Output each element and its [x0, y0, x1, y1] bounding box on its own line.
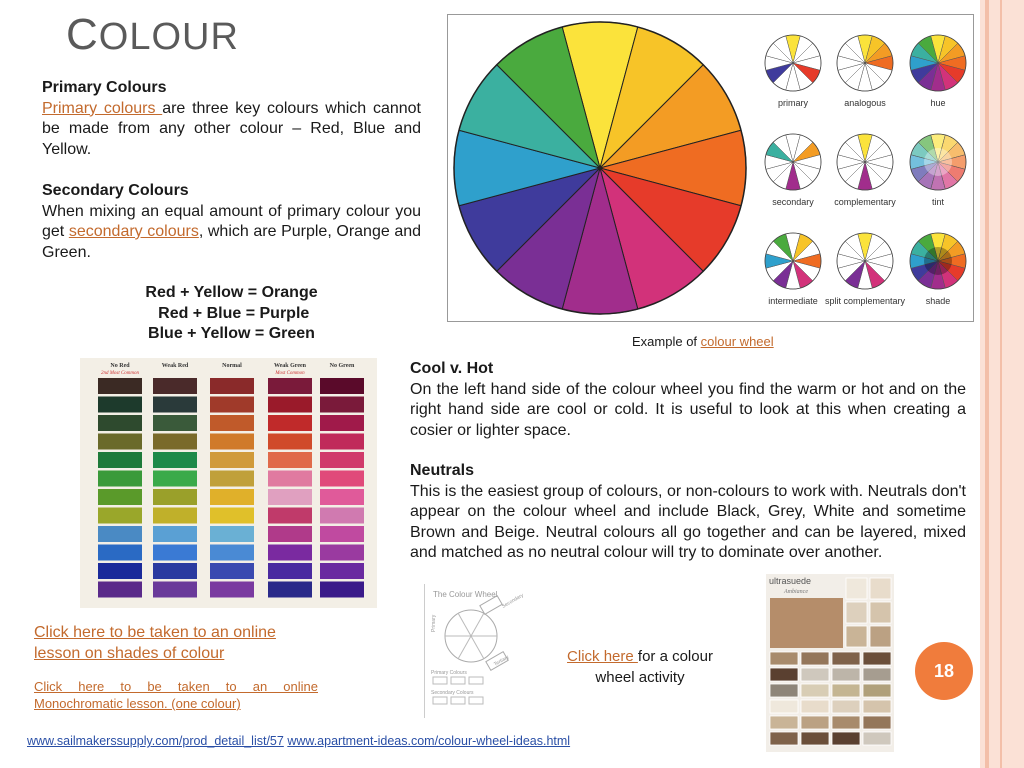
- fabric-swatch: [832, 732, 860, 745]
- pencil-swatch: [320, 434, 364, 450]
- pencil-swatch: [98, 508, 142, 524]
- pencil-swatch: [153, 489, 197, 505]
- fabric-swatch: [863, 732, 891, 745]
- pencil-swatch: [210, 563, 254, 579]
- pencil-swatch: [153, 508, 197, 524]
- pencil-swatch: [98, 563, 142, 579]
- scheme-wheels: [765, 35, 966, 306]
- pencil-swatch: [268, 452, 312, 468]
- pencil-swatch: [210, 508, 254, 524]
- pencil-swatch: [153, 434, 197, 450]
- worksheet-label-primary-colours: Primary Colours: [431, 670, 467, 676]
- pencil-swatch: [98, 582, 142, 598]
- pencil-swatch: [98, 397, 142, 413]
- scheme-label-secondary: secondary: [772, 197, 814, 207]
- pencil-swatch: [320, 397, 364, 413]
- worksheet-label-secondary: Secondary: [501, 592, 525, 610]
- fabric-swatch: [863, 716, 891, 729]
- pencil-swatch: [210, 397, 254, 413]
- pencil-swatch: [268, 434, 312, 450]
- fabric-swatch-svg: [766, 574, 894, 752]
- colour-wheel-svg: [448, 15, 973, 321]
- swatch-chart-svg: [80, 358, 377, 608]
- fabric-swatch: [801, 700, 829, 713]
- pencil-swatch: [268, 489, 312, 505]
- primary-section: [42, 78, 421, 160]
- shades-lesson-link-wrap: [34, 622, 324, 664]
- pencil-swatch: [320, 452, 364, 468]
- secondary-heading: Secondary Colours: [42, 182, 189, 199]
- worksheet-label-primary: Primary: [431, 614, 437, 632]
- pencil-swatch: [153, 563, 197, 579]
- pencil-swatch: [98, 378, 142, 394]
- pencil-swatch: [98, 434, 142, 450]
- scheme-label-tint: tint: [931, 197, 945, 207]
- source-link-b[interactable]: www.apartment-ideas.com/colour-wheel-ideas.html: [287, 734, 571, 748]
- fabric-swatch: [770, 684, 798, 697]
- mono-lesson-link[interactable]: Click here to be taken to an online Monochromatic lesson. (one colour): [34, 679, 318, 711]
- fabric-swatch: [846, 578, 867, 599]
- fabric-swatch: [801, 716, 829, 729]
- pencil-swatch: [153, 545, 197, 561]
- fabric-swatch: [863, 684, 891, 697]
- pencil-swatch: [268, 397, 312, 413]
- pencil-swatch: [98, 452, 142, 468]
- fabric-swatch: [870, 578, 891, 599]
- pencil-swatch: [210, 526, 254, 542]
- pencil-swatch: [210, 545, 254, 561]
- fabric-swatch-card: [766, 574, 894, 752]
- mixing-equations: [100, 283, 363, 345]
- fabric-swatch: [801, 732, 829, 745]
- fabric-swatch: [770, 716, 798, 729]
- fabric-swatch: [863, 700, 891, 713]
- pencil-swatch: [320, 582, 364, 598]
- pencil-swatch: [210, 489, 254, 505]
- pencil-swatch: [98, 415, 142, 431]
- scheme-label-complementary: complementary: [834, 197, 896, 207]
- fabric-swatch: [832, 652, 860, 665]
- worksheet-svg: [425, 584, 525, 718]
- neutrals-heading: Neutrals: [410, 462, 475, 479]
- colour-wheel-worksheet: [424, 584, 525, 718]
- page-number-badge: 18: [915, 642, 973, 700]
- fabric-swatch: [832, 716, 860, 729]
- fabric-sub: Ambiance: [784, 589, 808, 595]
- pencil-swatch: [268, 526, 312, 542]
- page-title-rest: OLOUR: [98, 16, 239, 58]
- colour-wheel-link[interactable]: colour wheel: [700, 334, 774, 349]
- pencil-swatch: [153, 452, 197, 468]
- secondary-text-a: When mixing an equal amount of primary colour you get: [42, 202, 421, 240]
- pencil-swatch: [98, 526, 142, 542]
- equation-orange: Red + Yellow = Orange: [145, 284, 318, 301]
- fabric-swatch: [863, 668, 891, 681]
- pencil-swatch: [210, 378, 254, 394]
- scheme-label-intermediate: intermediate: [768, 296, 818, 306]
- secondary-text-b: , which are Purple, Orange and Green.: [42, 223, 422, 261]
- pencil-swatch: [320, 563, 364, 579]
- worksheet-title: The Colour Wheel: [433, 590, 498, 599]
- cool-hot-text: On the left hand side of the colour wheel you find the warm or hot and on the right hand side are cool or cold. It is useful to look at this when creating a cosier or lighter space.: [410, 380, 966, 439]
- pencil-swatch: [210, 471, 254, 487]
- fabric-swatch: [870, 602, 891, 623]
- fabric-swatch: [846, 602, 867, 623]
- pencil-swatch: [98, 471, 142, 487]
- pencil-swatch: [320, 415, 364, 431]
- pencil-swatch: [153, 582, 197, 598]
- fabric-swatch: [801, 668, 829, 681]
- neutrals-text: This is the easiest group of colours, or non-colours to work with. Neutrals don't appear on the colour wheel and include Black, Grey, White and sometime Brown and Beige. Neutral colours all go together and can be layered, mixed and matched as no neutral colour will try to dominate over another.: [410, 482, 966, 561]
- activity-text: for a colour wheel activity: [595, 648, 713, 686]
- pencil-swatch: [268, 378, 312, 394]
- mono-lesson-link-wrap: [34, 678, 318, 712]
- pencil-swatch: [320, 545, 364, 561]
- swatch-column-header: Weak Red: [161, 363, 189, 369]
- fabric-brand: ultrasuede: [769, 576, 812, 586]
- fabric-swatch: [801, 652, 829, 665]
- right-border-line-2: [1000, 0, 1002, 768]
- source-link-a[interactable]: www.sailmakerssupply.com/prod_detail_list/57: [27, 734, 284, 748]
- swatch-note: 2nd Most Common: [100, 371, 140, 376]
- wheel-caption-prefix: Example of: [632, 334, 701, 349]
- worksheet-label-secondary-colours: Secondary Colours: [431, 690, 474, 696]
- shade-overlay: [924, 247, 952, 275]
- pencil-swatch: [153, 415, 197, 431]
- fabric-swatch: [863, 652, 891, 665]
- neutrals-section: [410, 461, 966, 564]
- pencil-swatch: [153, 471, 197, 487]
- page-title-initial: C: [66, 10, 99, 59]
- pencil-swatch: [268, 508, 312, 524]
- shades-lesson-link[interactable]: Click here to be taken to an online lesson on shades of colour: [34, 624, 276, 662]
- pencil-swatch: [320, 508, 364, 524]
- fabric-swatch: [832, 684, 860, 697]
- source-links: [27, 734, 570, 748]
- equation-green: Blue + Yellow = Green: [148, 325, 315, 342]
- pencil-swatch-chart: [80, 358, 377, 608]
- pencil-swatch: [268, 545, 312, 561]
- pencil-swatch: [268, 471, 312, 487]
- fabric-main-swatch: [770, 598, 843, 648]
- pencil-swatch: [268, 582, 312, 598]
- swatch-column-header: No Green: [329, 363, 355, 369]
- swatch-column-header: Normal: [222, 363, 242, 369]
- fabric-swatch: [832, 668, 860, 681]
- pencil-swatch: [268, 415, 312, 431]
- pencil-swatch: [320, 378, 364, 394]
- equation-purple: Red + Blue = Purple: [153, 304, 310, 322]
- wheel-caption: [632, 334, 774, 349]
- pencil-swatch: [98, 545, 142, 561]
- scheme-label-analogous: analogous: [844, 98, 886, 108]
- activity-link[interactable]: Click here: [567, 648, 638, 665]
- swatch-note: Most Common: [275, 371, 305, 376]
- fabric-swatch: [770, 700, 798, 713]
- pencil-swatch: [320, 471, 364, 487]
- secondary-section: [42, 181, 421, 263]
- swatch-column-header: Weak Green: [273, 363, 307, 369]
- fabric-swatch: [832, 700, 860, 713]
- colour-wheel-figure: [447, 14, 974, 322]
- fabric-swatch: [770, 732, 798, 745]
- activity-link-wrap: [553, 646, 727, 688]
- right-border-line: [985, 0, 989, 768]
- cool-hot-heading: Cool v. Hot: [410, 360, 494, 377]
- scheme-label-split-complementary: split complementary: [824, 296, 906, 306]
- fabric-swatch: [846, 626, 867, 647]
- fabric-swatch: [770, 652, 798, 665]
- primary-colours-link[interactable]: Primary colours: [42, 99, 163, 117]
- pencil-swatch: [268, 563, 312, 579]
- fabric-swatch: [770, 668, 798, 681]
- page-title: [66, 10, 239, 60]
- pencil-swatch: [320, 489, 364, 505]
- pencil-swatch: [98, 489, 142, 505]
- cool-hot-section: [410, 359, 966, 441]
- big-colour-wheel: [454, 22, 746, 314]
- pencil-swatch: [210, 434, 254, 450]
- scheme-label-primary: primary: [777, 98, 809, 108]
- fabric-swatch: [870, 626, 891, 647]
- pencil-swatch: [210, 415, 254, 431]
- pencil-swatch: [320, 526, 364, 542]
- pencil-swatch: [210, 582, 254, 598]
- scheme-label-shade: shade: [925, 296, 951, 306]
- primary-text: are three key colours which cannot be made from any other colour – Red, Blue and Yellow.: [42, 99, 421, 158]
- pencil-swatch: [153, 397, 197, 413]
- secondary-colours-link[interactable]: secondary colours: [68, 223, 199, 240]
- pencil-swatch: [153, 526, 197, 542]
- worksheet-label-tertiary: Tertiary: [493, 654, 511, 668]
- swatch-column-header: No Red: [110, 363, 130, 369]
- pencil-swatch: [153, 378, 197, 394]
- pencil-swatch: [210, 452, 254, 468]
- fabric-swatch: [801, 684, 829, 697]
- primary-heading: Primary Colours: [42, 79, 167, 96]
- tint-overlay: [924, 148, 952, 176]
- scheme-label-hue: hue: [930, 98, 946, 108]
